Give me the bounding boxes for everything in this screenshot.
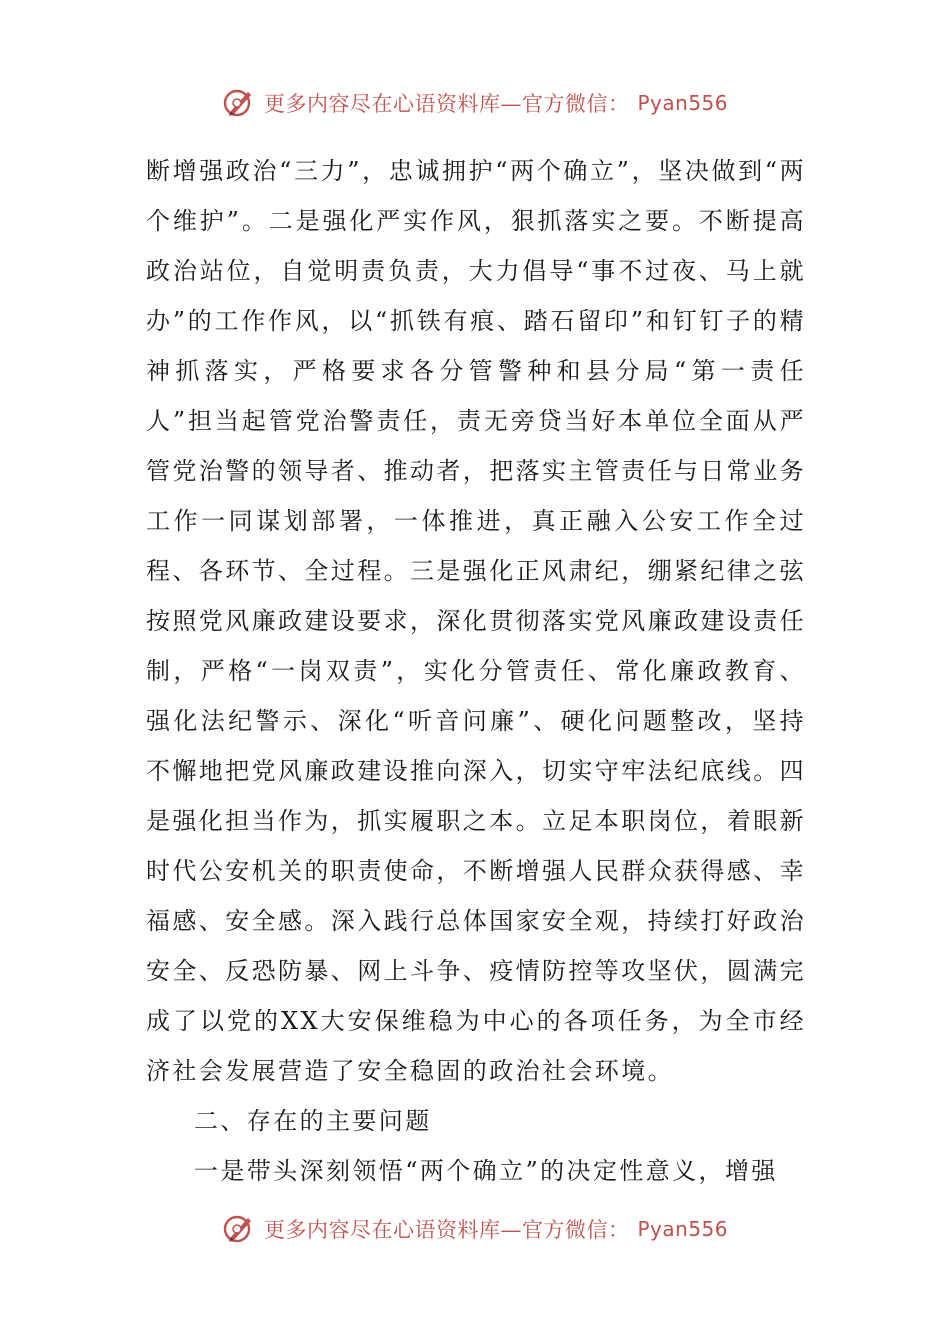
document-body xyxy=(146,146,806,1196)
pen-circle-logo-icon xyxy=(222,1212,256,1246)
watermark-wechat-id: Pyan556 xyxy=(637,1217,728,1241)
watermark-header xyxy=(0,86,950,120)
body-paragraph: 断增强政治“三力”，忠诚拥护“两个确立”，坚决做到“两个维护”。二是强化严实作风，狠抓落实之要。不断提高政治站位，自觉明责负责，大力倡导“事不过夜、马上就办”的工作作风，以“抓铁有痕、踏石留印”和钉钉子的精神抓落实，严格要求各分管警种和县分局“第一责任人”担当起管党治警责任，责无旁贷当好本单位全面从严管党治警的领导者、推动者，把落实主管责任与日常业务工作一同谋划部署，一体推进，真正融入公安工作全过程、各环节、全过程。三是强化正风肃纪，绷紧纪律之弦按照党风廉政建设要求，深化贯彻落实党风廉政建设责任制，严格“一岗双责”，实化分管责任、常化廉政教育、强化法纪警示、深化“听音问廉”、硬化问题整改，坚持不懈地把党风廉政建设推向深入，切实守牢法纪底线。四是强化担当作为，抓实履职之本。立足本职岗位，着眼新时代公安机关的职责使命，不断增强人民群众获得感、幸福感、安全感。深入践行总体国家安全观，持续打好政治安全、反恐防暴、网上斗争、疫情防控等攻坚伏，圆满完成了以党的XX大安保维稳为中心的各项任务，为全市经济社会发展营造了安全稳固的政治社会环境。 xyxy=(146,157,806,1085)
watermark-text: 更多内容尽在心语资料库—官方微信： xyxy=(263,1218,630,1242)
section-heading: 二、存在的主要问题 xyxy=(194,1107,432,1135)
watermark-text: 更多内容尽在心语资料库—官方微信： xyxy=(263,92,630,116)
watermark-footer xyxy=(0,1212,950,1246)
watermark-wechat-id: Pyan556 xyxy=(637,91,728,115)
body-paragraph: 一是带头深刻领悟“两个确立”的决定性意义，增强 xyxy=(194,1157,778,1185)
pen-circle-logo-icon xyxy=(222,86,256,120)
